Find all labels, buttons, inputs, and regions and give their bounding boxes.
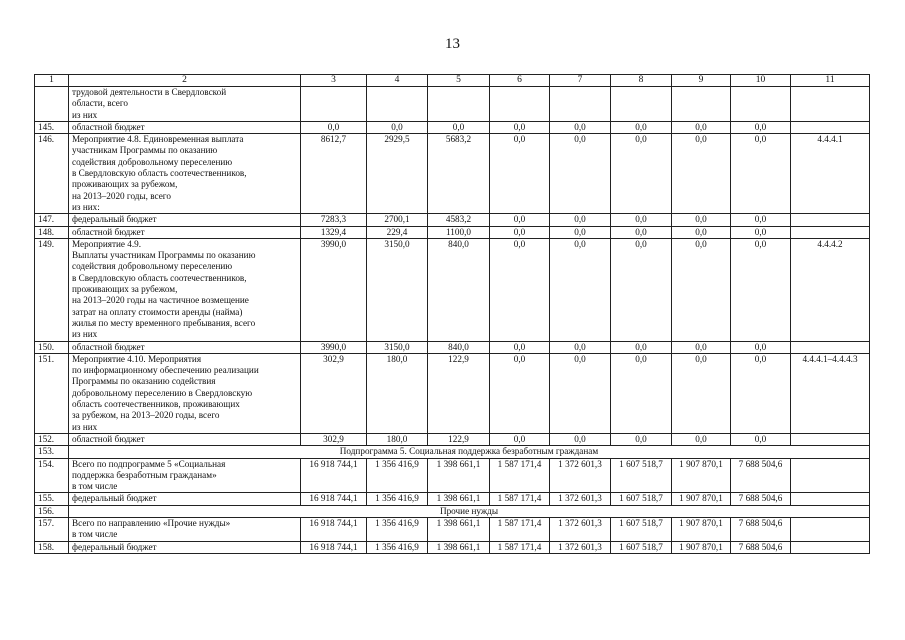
value-cell: 1 607 518,7 — [611, 458, 672, 493]
item-name-line: Всего по подпрограмме 5 «Социальная — [72, 458, 226, 469]
row-number — [35, 87, 69, 122]
value-cell: 1 372 601,3 — [550, 541, 611, 553]
page-number: 13 — [445, 36, 460, 52]
value-cell: 5683,2 — [428, 134, 490, 214]
value-cell — [301, 87, 367, 122]
value-cell: 1 607 518,7 — [611, 493, 672, 505]
item-name-line: проживающих за рубежом, — [72, 284, 178, 295]
row-number: 157. — [35, 517, 69, 541]
value-cell: 0,0 — [672, 214, 731, 226]
value-cell: 0,0 — [490, 238, 550, 341]
table-row — [35, 541, 870, 553]
header-cell: 11 — [791, 75, 870, 87]
value-cell: 1 356 416,9 — [367, 493, 428, 505]
value-cell: 1 372 601,3 — [550, 493, 611, 505]
table-row — [35, 353, 870, 433]
item-name — [69, 226, 301, 238]
value-cell: 0,0 — [490, 353, 550, 433]
item-name-line: Мероприятие 4.9. — [72, 238, 142, 249]
value-cell: 0,0 — [428, 121, 490, 133]
header-cell: 4 — [367, 75, 428, 87]
value-cell: 0,0 — [672, 353, 731, 433]
value-cell: 0,0 — [611, 226, 672, 238]
value-cell: 16 918 744,1 — [301, 517, 367, 541]
value-cell: 0,0 — [731, 353, 791, 433]
value-cell: 840,0 — [428, 238, 490, 341]
item-name — [69, 87, 301, 122]
item-name — [69, 238, 301, 341]
item-name-line: на 2013–2020 годы на частичное возмещение — [72, 295, 249, 306]
value-cell: 2929,5 — [367, 134, 428, 214]
item-name-line: трудовой деятельности в Свердловской — [72, 87, 227, 97]
item-name-line: областной бюджет — [72, 341, 145, 352]
section-title: Подпрограмма 5. Социальная поддержка безработным гражданам — [69, 446, 870, 458]
value-cell: 3150,0 — [367, 341, 428, 353]
header-cell: 7 — [550, 75, 611, 87]
table-body — [35, 87, 870, 554]
value-cell: 0,0 — [731, 226, 791, 238]
value-cell: 16 918 744,1 — [301, 458, 367, 493]
reference-cell — [791, 541, 870, 553]
item-name-line: за рубежом, на 2013–2020 годы, всего — [72, 410, 220, 421]
value-cell: 0,0 — [550, 353, 611, 433]
value-cell: 0,0 — [731, 214, 791, 226]
reference-cell — [791, 341, 870, 353]
value-cell — [611, 87, 672, 122]
reference-cell: 4.4.4.2 — [791, 238, 870, 341]
value-cell: 3990,0 — [301, 238, 367, 341]
value-cell: 0,0 — [367, 121, 428, 133]
row-number: 147. — [35, 214, 69, 226]
table-row — [35, 493, 870, 505]
item-name-line: Выплаты участникам Программы по оказанию — [72, 250, 256, 261]
value-cell: 0,0 — [672, 433, 731, 445]
item-name — [69, 214, 301, 226]
value-cell: 0,0 — [731, 121, 791, 133]
value-cell: 0,0 — [731, 341, 791, 353]
table-row — [35, 87, 870, 122]
budget-table — [34, 74, 870, 554]
value-cell: 7 688 504,6 — [731, 541, 791, 553]
item-name-line: затрат на оплату стоимости аренды (найма) — [72, 306, 243, 317]
item-name-line: по информационному обеспечению реализации — [72, 365, 259, 376]
item-name — [69, 121, 301, 133]
reference-cell: 4.4.4.1–4.4.4.3 — [791, 353, 870, 433]
value-cell: 0,0 — [611, 134, 672, 214]
value-cell — [731, 87, 791, 122]
value-cell: 0,0 — [611, 353, 672, 433]
value-cell: 122,9 — [428, 433, 490, 445]
value-cell: 0,0 — [611, 121, 672, 133]
value-cell: 1 607 518,7 — [611, 517, 672, 541]
value-cell: 1 372 601,3 — [550, 458, 611, 493]
item-name-line: из них — [72, 109, 98, 120]
value-cell: 0,0 — [490, 341, 550, 353]
value-cell: 1 587 171,4 — [490, 541, 550, 553]
item-name-line: из них: — [72, 201, 100, 212]
reference-cell: 4.4.4.1 — [791, 134, 870, 214]
value-cell: 0,0 — [490, 433, 550, 445]
value-cell: 0,0 — [550, 226, 611, 238]
item-name — [69, 458, 301, 493]
item-name-line: из них — [72, 329, 98, 340]
value-cell: 1329,4 — [301, 226, 367, 238]
value-cell: 0,0 — [611, 341, 672, 353]
value-cell: 0,0 — [550, 341, 611, 353]
item-name — [69, 341, 301, 353]
item-name — [69, 134, 301, 214]
value-cell: 0,0 — [731, 433, 791, 445]
item-name-line: жилья по месту временного пребывания, всего — [72, 317, 256, 328]
item-name-line: в том числе — [72, 481, 118, 492]
item-name-line: добровольному переселению в Свердловскую — [72, 387, 253, 398]
item-name-line: Мероприятие 4.10. Мероприятия — [72, 353, 202, 364]
table-row — [35, 134, 870, 214]
value-cell: 1 356 416,9 — [367, 541, 428, 553]
header-cell: 8 — [611, 75, 672, 87]
value-cell — [550, 87, 611, 122]
row-number: 149. — [35, 238, 69, 341]
table-row — [35, 121, 870, 133]
value-cell: 1100,0 — [428, 226, 490, 238]
header-cell: 5 — [428, 75, 490, 87]
value-cell: 0,0 — [731, 238, 791, 341]
value-cell: 0,0 — [490, 134, 550, 214]
table-row — [35, 458, 870, 493]
item-name-line: области, всего — [72, 98, 128, 109]
row-number: 155. — [35, 493, 69, 505]
table-row — [35, 433, 870, 445]
value-cell: 1 587 171,4 — [490, 493, 550, 505]
value-cell: 180,0 — [367, 353, 428, 433]
item-name-line: содействия добровольному переселению — [72, 156, 233, 167]
item-name-line: областной бюджет — [72, 121, 145, 132]
value-cell: 1 398 661,1 — [428, 458, 490, 493]
item-name-line: федеральный бюджет — [72, 541, 157, 552]
item-name-line: Мероприятие 4.8. Единовременная выплата — [72, 134, 244, 145]
item-name-line: проживающих за рубежом, — [72, 179, 178, 190]
item-name-line: в том числе — [72, 529, 118, 540]
value-cell: 0,0 — [550, 214, 611, 226]
value-cell: 4583,2 — [428, 214, 490, 226]
value-cell: 1 398 661,1 — [428, 493, 490, 505]
item-name — [69, 353, 301, 433]
value-cell: 122,9 — [428, 353, 490, 433]
value-cell: 1 907 870,1 — [672, 458, 731, 493]
value-cell: 0,0 — [490, 226, 550, 238]
section-row — [35, 505, 870, 517]
item-name — [69, 493, 301, 505]
value-cell: 1 907 870,1 — [672, 541, 731, 553]
row-number: 154. — [35, 458, 69, 493]
value-cell — [672, 87, 731, 122]
row-number: 158. — [35, 541, 69, 553]
header-cell: 9 — [672, 75, 731, 87]
item-name-line: в Свердловскую область соотечественников, — [72, 272, 247, 283]
item-name-line: Всего по направлению «Прочие нужды» — [72, 517, 231, 528]
value-cell: 1 398 661,1 — [428, 517, 490, 541]
value-cell: 16 918 744,1 — [301, 493, 367, 505]
value-cell: 3990,0 — [301, 341, 367, 353]
header-cell: 2 — [69, 75, 301, 87]
value-cell: 3150,0 — [367, 238, 428, 341]
row-number: 145. — [35, 121, 69, 133]
header-cell: 10 — [731, 75, 791, 87]
item-name-line: областной бюджет — [72, 226, 145, 237]
value-cell: 1 587 171,4 — [490, 517, 550, 541]
value-cell: 0,0 — [672, 121, 731, 133]
row-number: 152. — [35, 433, 69, 445]
value-cell: 840,0 — [428, 341, 490, 353]
value-cell: 7 688 504,6 — [731, 493, 791, 505]
value-cell: 0,0 — [550, 121, 611, 133]
item-name-line: область соотечественников, проживающих — [72, 399, 240, 410]
value-cell: 0,0 — [672, 238, 731, 341]
row-number: 150. — [35, 341, 69, 353]
header-row — [35, 75, 870, 87]
value-cell: 0,0 — [672, 226, 731, 238]
table-row — [35, 214, 870, 226]
value-cell: 1 607 518,7 — [611, 541, 672, 553]
value-cell: 1 398 661,1 — [428, 541, 490, 553]
row-number: 146. — [35, 134, 69, 214]
reference-cell — [791, 214, 870, 226]
value-cell: 7283,3 — [301, 214, 367, 226]
value-cell: 229,4 — [367, 226, 428, 238]
section-title: Прочие нужды — [69, 505, 870, 517]
value-cell: 7 688 504,6 — [731, 458, 791, 493]
item-name — [69, 541, 301, 553]
row-number: 156. — [35, 505, 69, 517]
value-cell: 1 587 171,4 — [490, 458, 550, 493]
item-name — [69, 433, 301, 445]
value-cell: 0,0 — [672, 341, 731, 353]
value-cell: 0,0 — [550, 433, 611, 445]
value-cell: 0,0 — [611, 238, 672, 341]
item-name-line: в Свердловскую область соотечественников, — [72, 168, 247, 179]
value-cell: 0,0 — [611, 433, 672, 445]
item-name-line: федеральный бюджет — [72, 493, 157, 504]
item-name-line: участникам Программы по оказанию — [72, 145, 218, 156]
reference-cell — [791, 458, 870, 493]
value-cell — [428, 87, 490, 122]
item-name-line: из них — [72, 421, 98, 432]
value-cell: 0,0 — [731, 134, 791, 214]
item-name-line: на 2013–2020 годы, всего — [72, 190, 171, 201]
reference-cell — [791, 87, 870, 122]
header-cell: 3 — [301, 75, 367, 87]
row-number: 148. — [35, 226, 69, 238]
value-cell: 302,9 — [301, 433, 367, 445]
item-name-line: поддержка безработным гражданам» — [72, 469, 217, 480]
value-cell: 0,0 — [550, 238, 611, 341]
value-cell: 0,0 — [611, 214, 672, 226]
reference-cell — [791, 121, 870, 133]
section-row — [35, 446, 870, 458]
value-cell: 180,0 — [367, 433, 428, 445]
item-name-line: содействия добровольному переселению — [72, 261, 233, 272]
value-cell: 302,9 — [301, 353, 367, 433]
table-row — [35, 341, 870, 353]
item-name-line: Программы по оказанию содействия — [72, 376, 216, 387]
value-cell: 2700,1 — [367, 214, 428, 226]
value-cell: 8612,7 — [301, 134, 367, 214]
value-cell: 7 688 504,6 — [731, 517, 791, 541]
reference-cell — [791, 493, 870, 505]
reference-cell — [791, 226, 870, 238]
value-cell: 1 356 416,9 — [367, 458, 428, 493]
value-cell: 0,0 — [672, 134, 731, 214]
value-cell: 16 918 744,1 — [301, 541, 367, 553]
value-cell: 0,0 — [301, 121, 367, 133]
item-name — [69, 517, 301, 541]
row-number: 153. — [35, 446, 69, 458]
value-cell: 0,0 — [490, 214, 550, 226]
value-cell: 1 356 416,9 — [367, 517, 428, 541]
table-row — [35, 517, 870, 541]
value-cell: 1 907 870,1 — [672, 517, 731, 541]
reference-cell — [791, 517, 870, 541]
item-name-line: федеральный бюджет — [72, 214, 157, 225]
value-cell: 1 372 601,3 — [550, 517, 611, 541]
header-cell: 6 — [490, 75, 550, 87]
item-name-line: областной бюджет — [72, 433, 145, 444]
row-number: 151. — [35, 353, 69, 433]
header-cell: 1 — [35, 75, 69, 87]
value-cell: 1 907 870,1 — [672, 493, 731, 505]
table-row — [35, 238, 870, 341]
value-cell: 0,0 — [490, 121, 550, 133]
value-cell — [367, 87, 428, 122]
table-row — [35, 226, 870, 238]
reference-cell — [791, 433, 870, 445]
value-cell — [490, 87, 550, 122]
value-cell: 0,0 — [550, 134, 611, 214]
